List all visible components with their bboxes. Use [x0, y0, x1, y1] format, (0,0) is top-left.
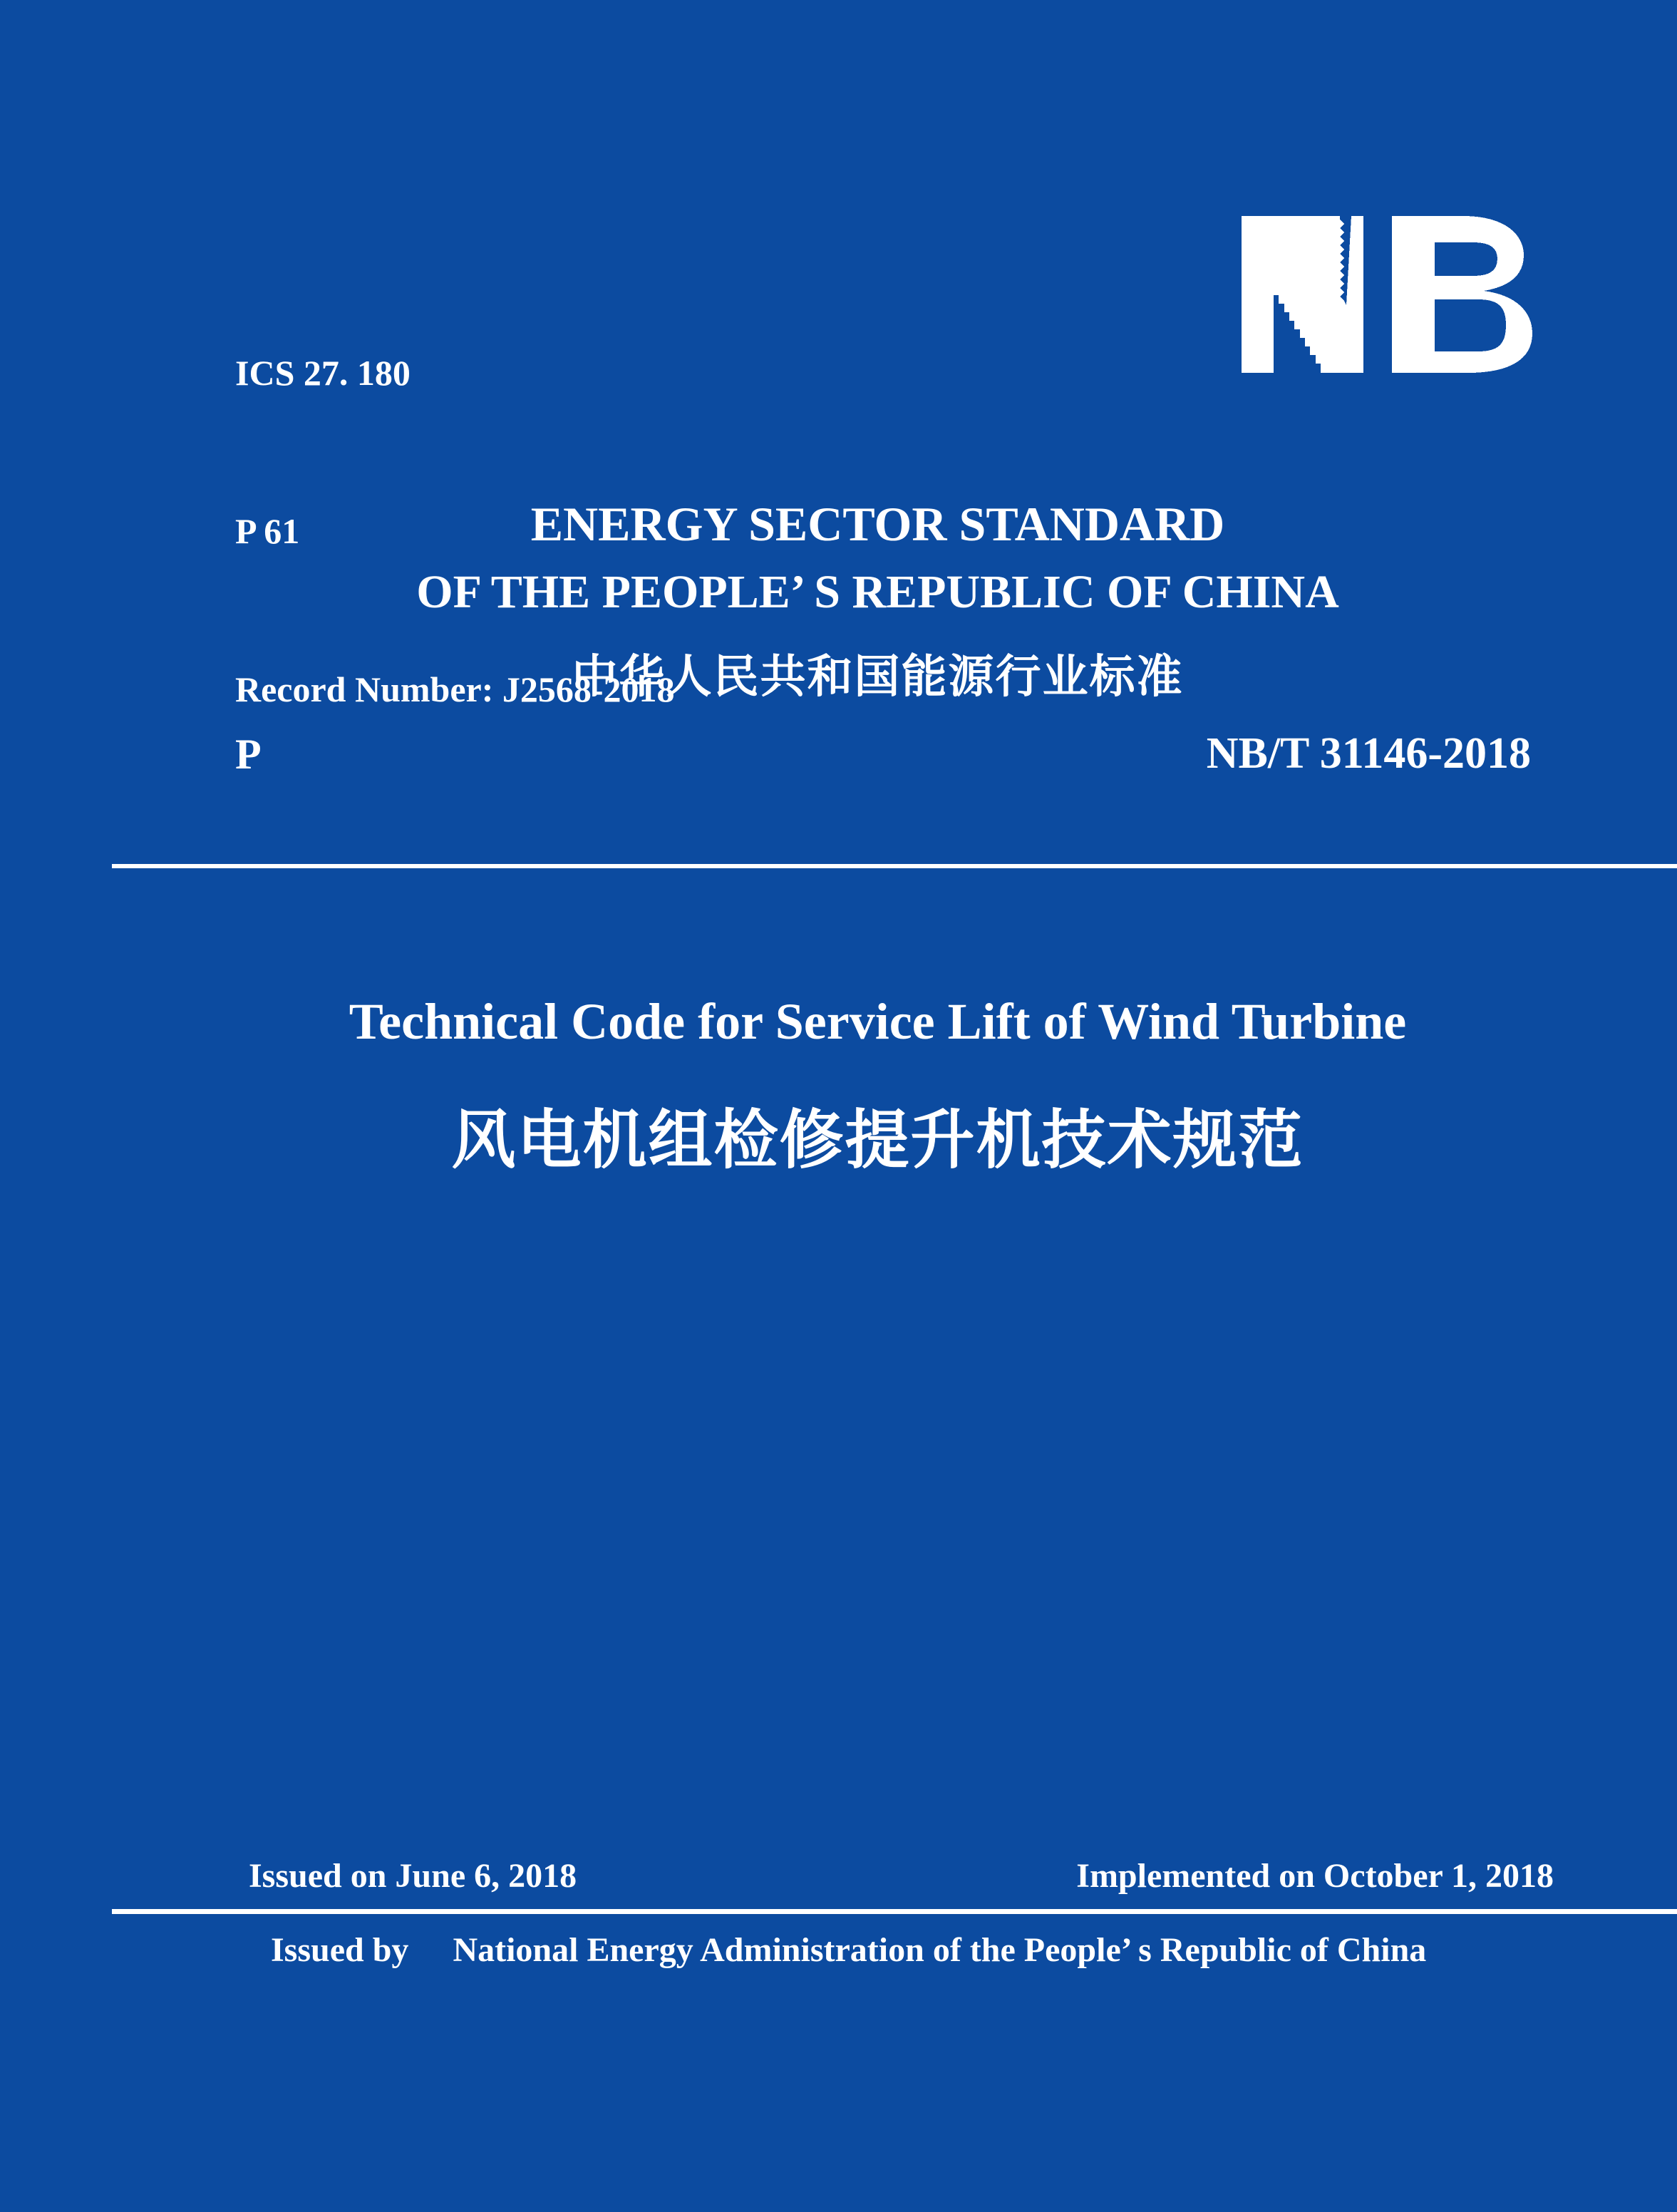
implemented-date: Implemented on October 1, 2018 [1076, 1857, 1554, 1895]
standard-heading-en-line2: OF THE PEOPLE’ S REPUBLIC OF CHINA [416, 566, 1339, 618]
classification-letter: P [235, 731, 262, 778]
issued-by-value: National Energy Administration of the People’ s Republic of China [453, 1931, 1427, 1969]
standard-number: NB/T 31146-2018 [1206, 729, 1531, 778]
nb-logo [1233, 207, 1547, 378]
p-classification: P 61 [235, 511, 300, 551]
issued-date: Issued on June 6, 2018 [249, 1857, 577, 1895]
nb-logo-icon [1233, 207, 1547, 378]
issued-by-label: Issued by [271, 1931, 409, 1969]
ics-code: ICS 27. 180 [235, 353, 411, 393]
record-number: Record Number: J2568-2018 [235, 669, 675, 709]
separator-line-top [112, 864, 1677, 868]
standard-heading-cn: 中华人民共和国能源行业标准 [572, 651, 1184, 702]
issuing-body-line [271, 1930, 1426, 1970]
separator-line-bottom [112, 1909, 1677, 1914]
title-english: Technical Code for Service Lift of Wind Turbine [349, 993, 1407, 1050]
title-chinese: 风电机组检修提升机技术规范 [451, 1106, 1304, 1176]
standard-heading-en-line1: ENERGY SECTOR STANDARD [530, 497, 1225, 551]
